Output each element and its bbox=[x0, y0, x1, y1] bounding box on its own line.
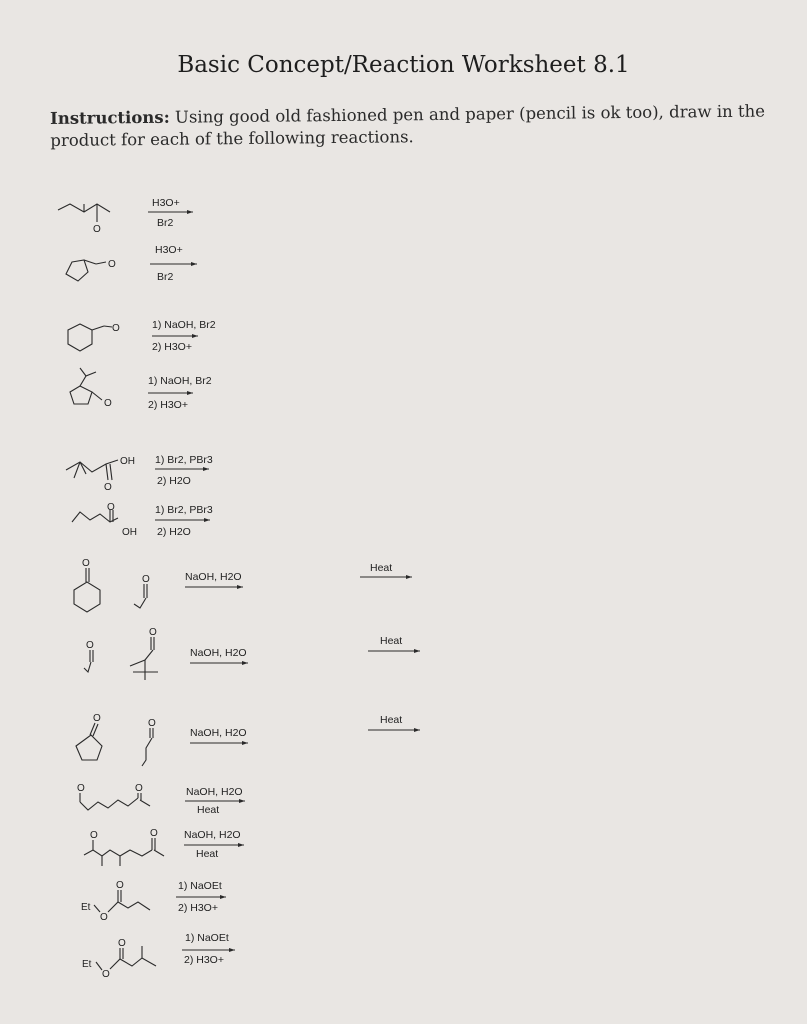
oxygen-label: O bbox=[93, 224, 101, 235]
oxygen-label: O bbox=[150, 828, 158, 839]
reagent-above: NaOH, H2O bbox=[184, 829, 241, 841]
oxygen-label: O bbox=[104, 398, 112, 409]
oxygen-label: O bbox=[112, 323, 120, 334]
reaction-7-conditions bbox=[185, 562, 412, 589]
oxygen-label: O bbox=[135, 783, 143, 794]
second-step-label: Heat bbox=[380, 635, 403, 647]
reaction-11-conditions bbox=[184, 829, 244, 860]
reactant-11 bbox=[84, 828, 164, 866]
oxygen-label: O bbox=[90, 830, 98, 841]
reaction-1-conditions bbox=[148, 197, 193, 229]
reagent-above: NaOH, H2O bbox=[185, 571, 242, 583]
second-step-label: Heat bbox=[370, 562, 393, 574]
oxygen-label: O bbox=[100, 912, 108, 923]
reagent-above: NaOH, H2O bbox=[190, 727, 247, 739]
reagent-above: 1) NaOH, Br2 bbox=[148, 375, 212, 387]
worksheet-title: Basic Concept/Reaction Worksheet 8.1 bbox=[177, 52, 630, 78]
oxygen-label: O bbox=[104, 482, 112, 493]
reagent-above: NaOH, H2O bbox=[186, 786, 243, 798]
oxygen-label: O bbox=[116, 880, 124, 891]
reactant-3 bbox=[68, 323, 120, 351]
reagent-above: H3O+ bbox=[152, 197, 180, 209]
reaction-10-conditions bbox=[185, 786, 245, 816]
reaction-12-conditions bbox=[176, 880, 226, 914]
reactant-12 bbox=[81, 880, 150, 923]
oxygen-label: O bbox=[148, 718, 156, 729]
reactant-2 bbox=[66, 259, 116, 281]
reaction-2-conditions bbox=[150, 244, 197, 283]
reactant-7 bbox=[74, 558, 150, 612]
reaction-5-conditions bbox=[155, 454, 213, 487]
reagent-above: NaOH, H2O bbox=[190, 647, 247, 659]
reaction-8-conditions bbox=[190, 635, 420, 665]
reaction-13-conditions bbox=[182, 932, 235, 966]
reagent-above: 1) Br2, PBr3 bbox=[155, 454, 213, 466]
reactant-9 bbox=[76, 713, 156, 766]
reactant-13 bbox=[82, 938, 156, 980]
oxygen-label: O bbox=[102, 969, 110, 980]
oxygen-label: O bbox=[108, 259, 116, 270]
oxygen-label: O bbox=[77, 783, 85, 794]
reactant-8 bbox=[84, 627, 158, 680]
reactant-6 bbox=[72, 502, 137, 538]
reagent-above: 1) NaOEt bbox=[185, 932, 229, 944]
oxygen-label: O bbox=[149, 627, 157, 638]
reagent-below: Br2 bbox=[157, 217, 174, 229]
reagent-above: 1) NaOH, Br2 bbox=[152, 319, 216, 331]
reagent-above: 1) Br2, PBr3 bbox=[155, 504, 213, 516]
ethyl-label: Et bbox=[82, 959, 92, 970]
oxygen-label: O bbox=[93, 713, 101, 724]
reagent-below: 2) H3O+ bbox=[152, 341, 192, 353]
oxygen-label: O bbox=[82, 558, 90, 569]
instructions-text: Using good old fashioned pen and paper (pencil is ok too), draw in the product for each of the following reactions. bbox=[50, 101, 766, 150]
reagent-below: 2) H3O+ bbox=[148, 399, 188, 411]
reaction-3-conditions bbox=[152, 319, 216, 353]
reaction-6-conditions bbox=[155, 504, 213, 538]
instructions-label: Instructions: bbox=[50, 107, 170, 128]
reactant-5 bbox=[66, 456, 135, 493]
reactant-10 bbox=[77, 783, 150, 810]
hydroxyl-label: OH bbox=[122, 527, 137, 538]
reagent-below: 2) H2O bbox=[157, 526, 191, 538]
oxygen-label: O bbox=[107, 502, 115, 513]
reagent-below: 2) H3O+ bbox=[184, 954, 224, 966]
reaction-4-conditions bbox=[148, 375, 212, 411]
hydroxyl-label: OH bbox=[120, 456, 135, 467]
reagent-below: Heat bbox=[196, 848, 219, 860]
reactant-1 bbox=[58, 204, 110, 235]
oxygen-label: O bbox=[118, 938, 126, 949]
reagent-below: 2) H3O+ bbox=[178, 902, 218, 914]
ethyl-label: Et bbox=[81, 902, 91, 913]
reagent-below: 2) H2O bbox=[157, 475, 191, 487]
reagent-below: Heat bbox=[197, 804, 220, 816]
reaction-9-conditions bbox=[190, 714, 420, 745]
reagent-above: 1) NaOEt bbox=[178, 880, 222, 892]
reagent-above: H3O+ bbox=[155, 244, 183, 256]
oxygen-label: O bbox=[86, 640, 94, 651]
second-step-label: Heat bbox=[380, 714, 403, 726]
reactant-4 bbox=[70, 368, 112, 409]
oxygen-label: O bbox=[142, 574, 150, 585]
reagent-below: Br2 bbox=[157, 271, 174, 283]
